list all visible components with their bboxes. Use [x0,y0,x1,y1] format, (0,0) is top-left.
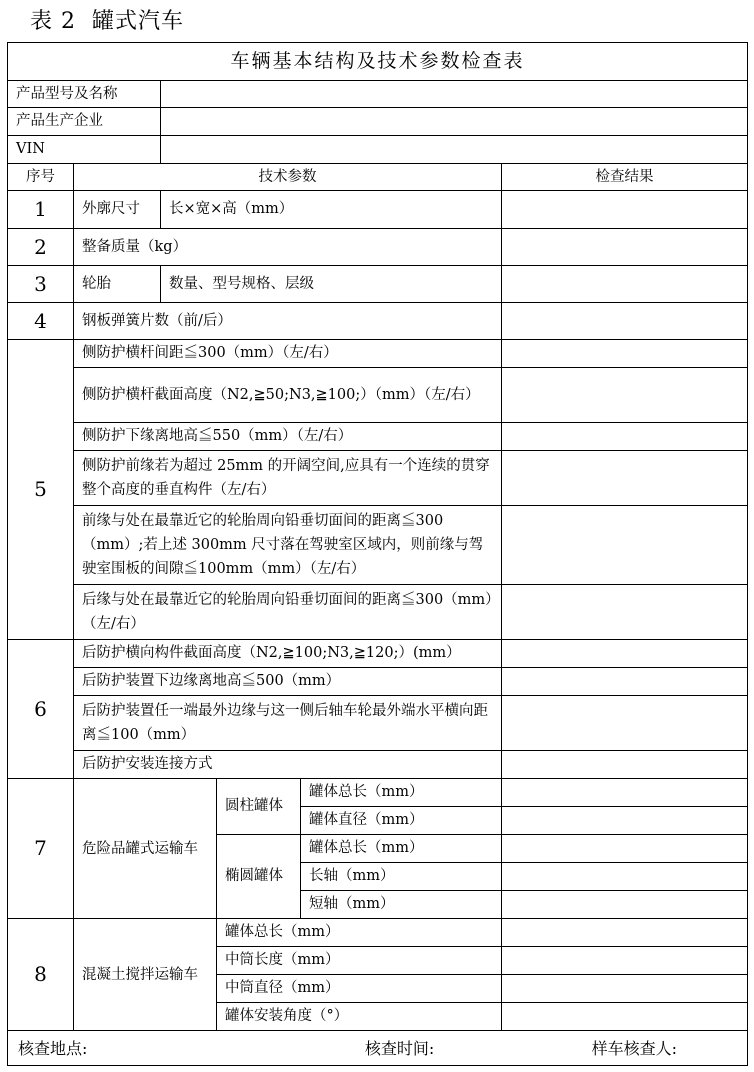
mixer-item: 中筒直径（mm） [217,975,502,1003]
info-value-model[interactable] [161,81,748,108]
page-heading [30,4,184,35]
result-cell[interactable] [502,368,748,423]
param-leaf-springs: 钢板弹簧片数（前/后） [74,303,502,340]
seq-4: 4 [8,303,74,340]
header-params: 技术参数 [74,164,502,191]
header-seq: 序号 [8,164,74,191]
info-value-manufacturer[interactable] [161,108,748,136]
rear-guard-item: 后防护安装连接方式 [74,751,502,779]
result-cell[interactable] [502,863,748,891]
info-label-vin: VIN [8,136,161,164]
mixer-item: 罐体安装角度（°） [217,1003,502,1031]
param-curb-weight: 整备质量（kg） [74,229,502,266]
result-cell[interactable] [502,506,748,585]
footer-location-label: 核查地点: [18,1038,88,1058]
tank-item: 罐体直径（mm） [301,807,502,835]
result-cell[interactable] [502,423,748,451]
result-cell[interactable] [502,807,748,835]
result-cell[interactable] [502,891,748,919]
side-guard-item: 侧防护下缘离地高≦550（mm）（左/右） [74,423,502,451]
param-sub-tires: 数量、型号规格、层级 [161,266,502,303]
seq-5: 5 [8,340,74,640]
result-cell[interactable] [502,303,748,340]
heading-number: 表 2 [30,9,76,34]
mixer-item: 中筒长度（mm） [217,947,502,975]
tank-item: 长轴（mm） [301,863,502,891]
result-cell[interactable] [502,779,748,807]
tanker-dangerous-goods-label: 危险品罐式运输车 [74,779,217,919]
footer-inspector-label: 样车核查人: [591,1038,678,1058]
side-guard-item: 后缘与处在最靠近它的轮胎周向铅垂切面间的距离≦300（mm）（左/右） [74,585,502,640]
mixer-item: 罐体总长（mm） [217,919,502,947]
seq-1: 1 [8,191,74,229]
result-cell[interactable] [502,696,748,751]
result-cell[interactable] [502,266,748,303]
side-guard-item: 侧防护横杆间距≦300（mm）（左/右） [74,340,502,368]
seq-6: 6 [8,640,74,779]
result-cell[interactable] [502,668,748,696]
param-label-tires: 轮胎 [74,266,161,303]
rear-guard-item: 后防护装置任一端最外边缘与这一侧后轴车轮最外端水平横向距离≦100（mm） [74,696,502,751]
result-cell[interactable] [502,340,748,368]
param-sub-dimensions: 长×宽×高（mm） [161,191,502,229]
tank-item: 罐体总长（mm） [301,779,502,807]
inspection-table [7,42,748,1066]
tank-item: 罐体总长（mm） [301,835,502,863]
result-cell[interactable] [502,640,748,668]
info-label-model: 产品型号及名称 [8,81,161,108]
tank-group-cylindrical: 圆柱罐体 [217,779,301,835]
rear-guard-item: 后防护装置下边缘离地高≦500（mm） [74,668,502,696]
table-title: 车辆基本结构及技术参数检查表 [8,43,748,81]
result-cell[interactable] [502,947,748,975]
heading-text: 罐式汽车 [92,9,185,34]
result-cell[interactable] [502,229,748,266]
result-cell[interactable] [502,919,748,947]
result-cell[interactable] [502,975,748,1003]
table-footer [8,1031,748,1066]
rear-guard-item: 后防护横向构件截面高度（N2,≧100;N3,≧120;）(mm） [74,640,502,668]
info-label-manufacturer: 产品生产企业 [8,108,161,136]
result-cell[interactable] [502,1003,748,1031]
seq-2: 2 [8,229,74,266]
concrete-mixer-label: 混凝土搅拌运输车 [74,919,217,1031]
side-guard-item: 侧防护前缘若为超过 25mm 的开阔空间,应具有一个连续的贯穿整个高度的垂直构件（左/右） [74,451,502,506]
result-cell[interactable] [502,451,748,506]
result-cell[interactable] [502,751,748,779]
tank-item: 短轴（mm） [301,891,502,919]
result-cell[interactable] [502,585,748,640]
header-result: 检查结果 [502,164,748,191]
side-guard-item: 前缘与处在最靠近它的轮胎周向铅垂切面间的距离≦300（mm）;若上述 300mm 尺寸落在驾驶室区域内，则前缘与驾驶室围板的间隙≦100mm（mm）（左/右） [74,506,502,585]
tank-group-elliptical: 椭圆罐体 [217,835,301,919]
info-value-vin[interactable] [161,136,748,164]
footer-time-label: 核查时间: [364,1038,435,1058]
side-guard-item: 侧防护横杆截面高度（N2,≧50;N3,≧100;）（mm）（左/右） [74,368,502,423]
seq-7: 7 [8,779,74,919]
seq-3: 3 [8,266,74,303]
result-cell[interactable] [502,191,748,229]
result-cell[interactable] [502,835,748,863]
param-label-dimensions: 外廓尺寸 [74,191,161,229]
seq-8: 8 [8,919,74,1031]
